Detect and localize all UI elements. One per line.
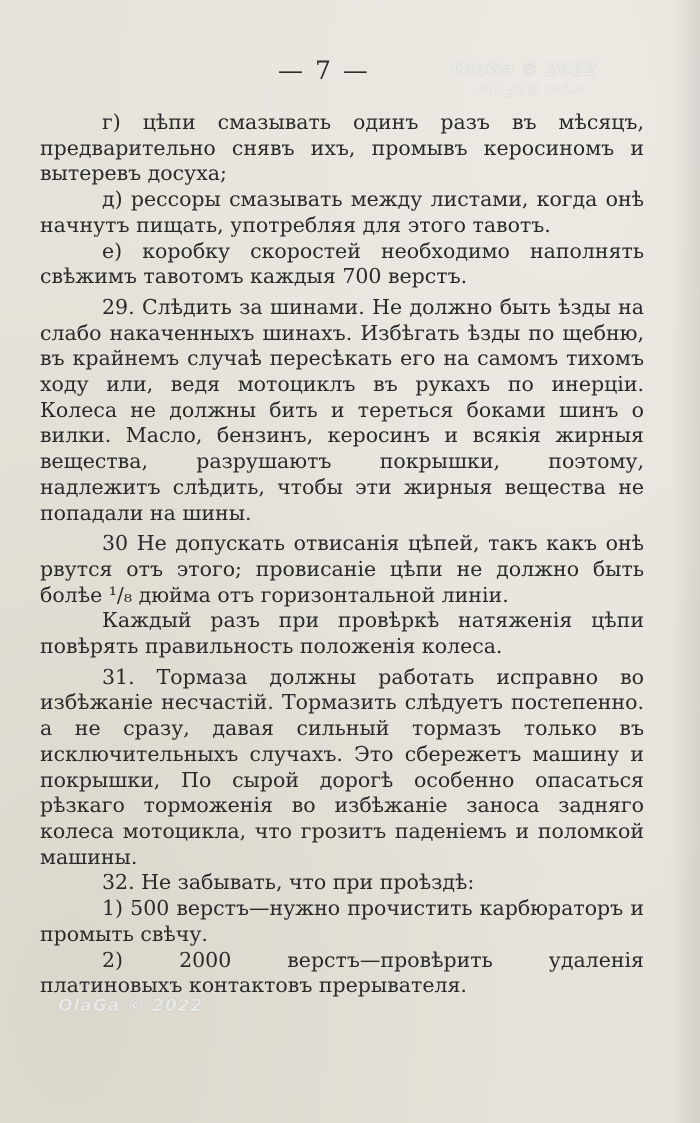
- paragraph-30: 30 Не допускать отвисанія цѣпей, такъ какъ онѣ рвутся отъ этого; провисаніе цѣпи не должно быть болѣе ¹/₈ дюйма отъ горизонтальной линіи.: [40, 531, 644, 607]
- page-body: [40, 110, 644, 999]
- paragraph-29: 29. Слѣдить за шинами. Не должно быть ѣзды на слабо накаченныхъ шинахъ. Избѣгать ѣзды по щебню, въ крайнемъ случаѣ пересѣкать его на самомъ тихомъ ходу или, ведя мотоциклъ въ рукахъ по инерціи. Колеса не должны бить и тереться боками шинъ о вилки. Масло, бензинъ, керосинъ и всякія жирныя вещества, разрушаютъ покрышки, поэтому, надлежитъ слѣдить, чтобы эти жирныя вещества не попадали на шины.: [40, 294, 644, 525]
- paragraph-item-d: д) рессоры смазывать между листами, когда онѣ начнутъ пищать, употребляя для этого тавотъ.: [40, 187, 644, 237]
- paragraph-31: 31. Тормаза должны работать исправно во избѣжаніе несчастій. Тормазить слѣдуетъ постепенно. а не сразу, давая сильный тормазъ только въ исключительныхъ случахъ. Это сбережетъ машину и покрышки, По сырой дорогѣ особенно опасаться рѣзкаго торможенія во избѣжаніе заноса задняго колеса мотоцикла, что грозитъ паденіемъ и поломкой машины.: [40, 664, 644, 869]
- paragraph-32: 32. Не забывать, что при проѣздѣ:: [102, 870, 475, 895]
- page-edge-shadow: [670, 0, 700, 1123]
- page-header: [0, 54, 700, 96]
- watermark-logo-bottom: OlaGa © 2022: [58, 996, 204, 1016]
- paragraph-item-e: е) коробку скоростей необходимо наполнять свѣжимъ тавотомъ каждыя 700 верстъ.: [40, 238, 644, 289]
- watermark-email: piter_vo @ mail.ru: [476, 82, 587, 96]
- watermark-logo: OlaGa © 2022: [452, 60, 598, 80]
- page-number: — 7 —: [278, 56, 370, 85]
- paragraph-32-item-2: 2) 2000 верстъ—провѣрить удаленія платиновыхъ контактовъ прерывателя.: [40, 947, 644, 998]
- paragraph-item-g: г) цѣпи смазывать одинъ разъ въ мѣсяцъ, предварительно снявъ ихъ, промывъ керосиномъ и вытеревъ досуха;: [40, 110, 644, 186]
- paragraph-chain-check: Каждый разъ при провѣркѣ натяженія цѣпи повѣрять правильность положенія колеса.: [40, 608, 644, 659]
- paragraph-32-item-1: 1) 500 верстъ—нужно прочистить карбюраторъ и промыть свѣчу.: [40, 896, 644, 946]
